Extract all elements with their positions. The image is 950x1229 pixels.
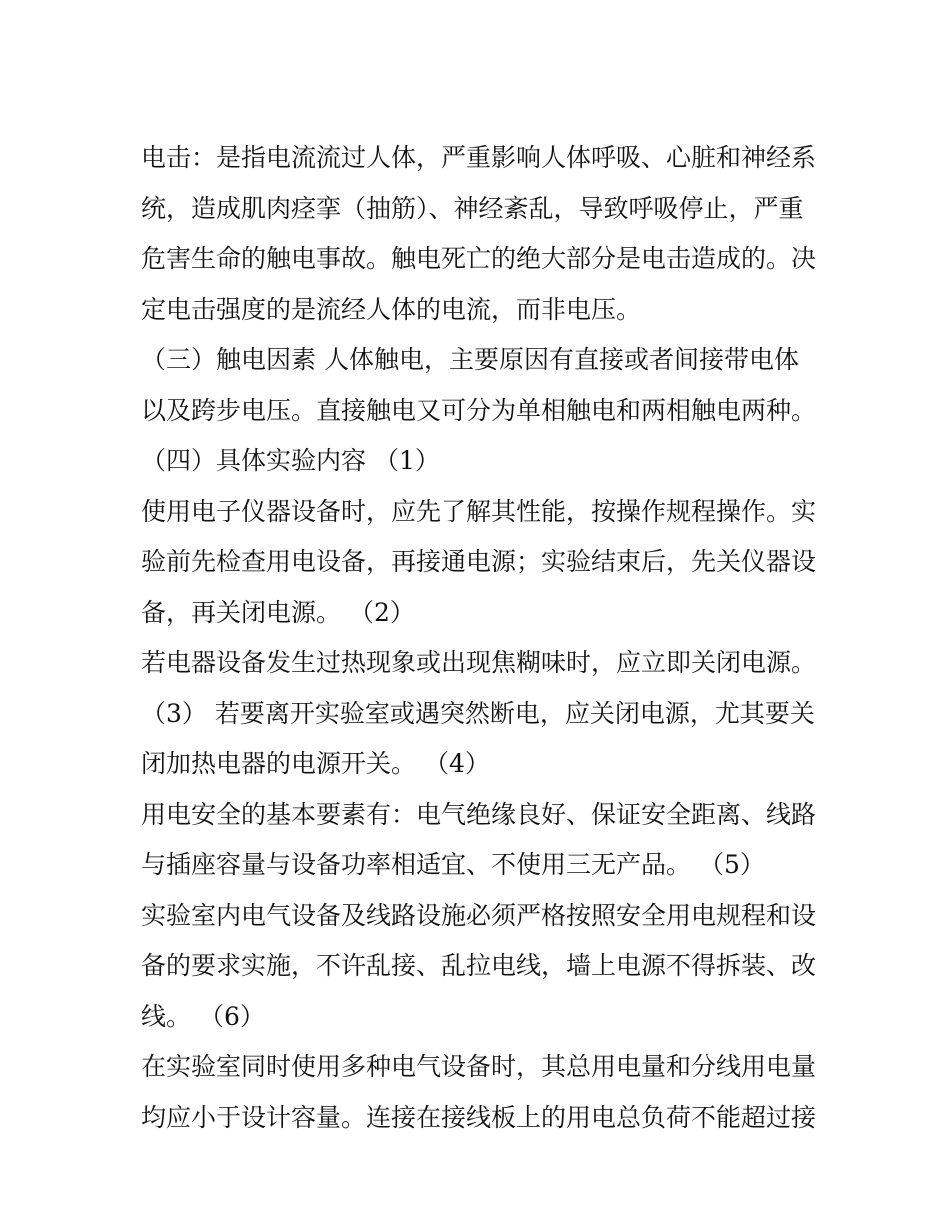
text-line: 定电击强度的是流经人体的电流，而非电压。 bbox=[141, 294, 642, 324]
text-line: 与插座容量与设备功率相适宜、不使用三无产品。 （5） bbox=[141, 850, 765, 879]
text-line: 电击：是指电流流过人体，严重影响人体呼吸、心脏和神经系 bbox=[141, 143, 817, 172]
text-line: 实验室内电气设备及线路设施必须严格按照安全用电规程和设 bbox=[141, 900, 817, 930]
text-line: （四）具体实验内容 （1） bbox=[141, 446, 440, 475]
text-line: （三）触电因素 人体触电，主要原因有直接或者间接带电体 bbox=[141, 345, 799, 374]
text-line: 备的要求实施，不许乱接、乱拉电线，墙上电源不得拆装、改 bbox=[141, 951, 817, 980]
text-line: 在实验室同时使用多种电气设备时，其总用电量和分线用电量 bbox=[141, 1052, 817, 1081]
text-line: 验前先检查用电设备，再接通电源；实验结束后，先关仪器设 bbox=[141, 547, 817, 576]
text-line: 若电器设备发生过热现象或出现焦糊味时，应立即关闭电源。 bbox=[141, 648, 817, 677]
text-line: 统，造成肌肉痉挛（抽筋）、神经紊乱，导致呼吸停止，严重 bbox=[141, 193, 804, 223]
text-line: 均应小于设计容量。连接在接线板上的用电总负荷不能超过接 bbox=[141, 1102, 817, 1132]
text-line: 危害生命的触电事故。触电死亡的绝大部分是电击造成的。决 bbox=[141, 244, 817, 273]
text-line: 使用电子仪器设备时，应先了解其性能，按操作规程操作。实 bbox=[141, 496, 817, 526]
text-line: （3） 若要离开实验室或遇突然断电，应关闭电源，尤其要关 bbox=[141, 698, 815, 728]
text-line: 线。 （6） bbox=[141, 1001, 265, 1031]
body-text bbox=[141, 133, 821, 1143]
text-line: 备，再关闭电源。 （2） bbox=[141, 597, 415, 627]
text-line: 用电安全的基本要素有：电气绝缘良好、保证安全距离、线路 bbox=[141, 799, 817, 829]
text-line: 以及跨步电压。直接触电又可分为单相触电和两相触电两种。 bbox=[141, 395, 817, 425]
text-line: 闭加热电器的电源开关。 （4） bbox=[141, 749, 490, 778]
